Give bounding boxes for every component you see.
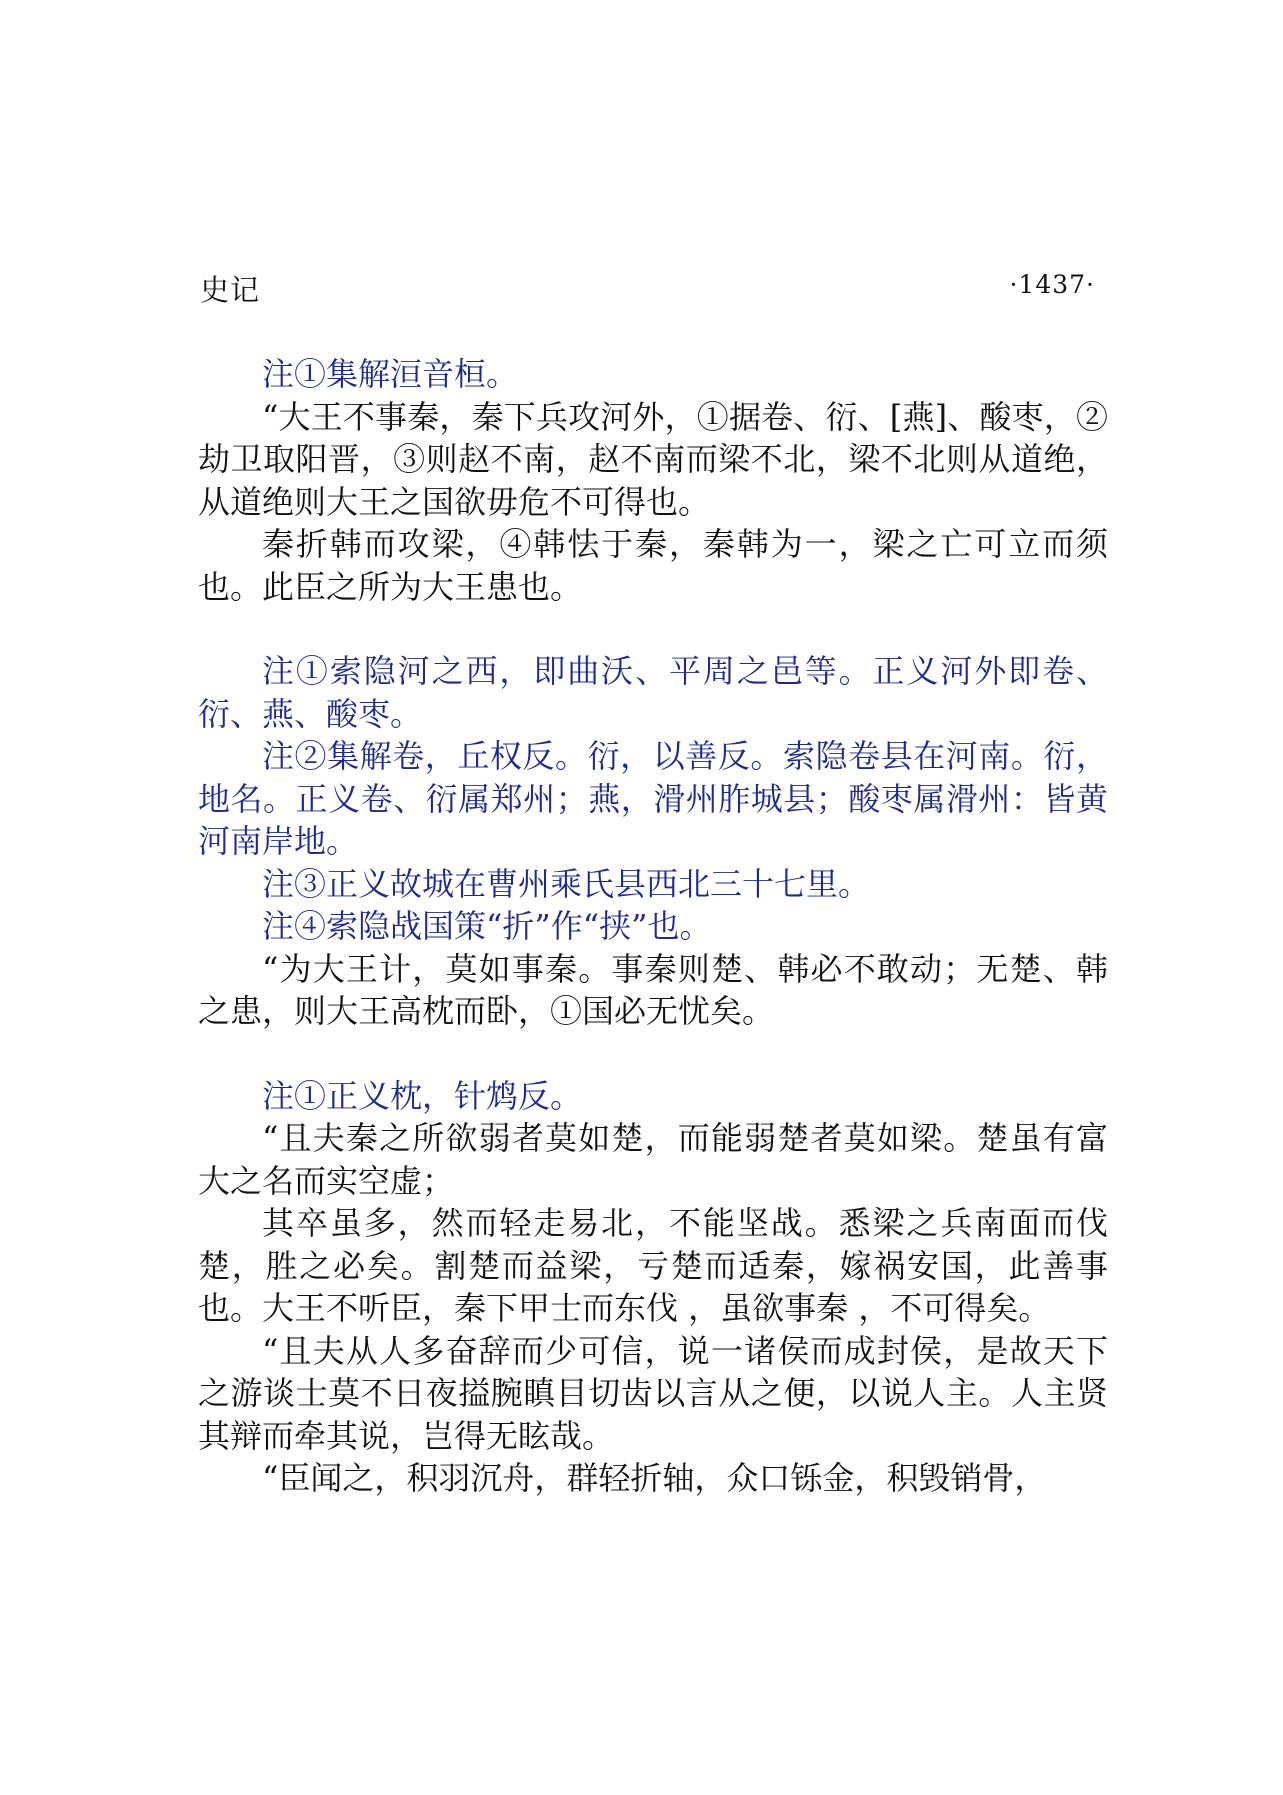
- running-header: [200, 268, 1095, 308]
- annotation-paragraph: 注③正义故城在曹州乘氏县西北三十七里。: [262, 864, 871, 903]
- book-title: 史记: [200, 273, 261, 307]
- body-paragraph: “且夫秦之所欲弱者莫如楚，而能弱楚者莫如梁。楚虽有富大之名而实空虚；: [198, 1119, 1108, 1200]
- body-paragraph: “且夫从人多奋辞而少可信，说一诸侯而成封侯，是故天下之游谈士莫不日夜搤腕瞋目切齿以言从之便，以说人主。人主贤其辩而牵其说，岂得无眩哉。: [198, 1331, 1108, 1455]
- annotation-paragraph: 注①正义枕，针鸩反。: [262, 1076, 583, 1115]
- body-paragraph: “臣闻之，积羽沉舟，群轻折轴，众口铄金，积毁销骨，: [262, 1459, 1047, 1497]
- page-number: ·1437·: [1009, 270, 1095, 299]
- text-body: [198, 353, 1108, 1500]
- annotation-paragraph: 注①集解洹音桓。: [262, 355, 519, 393]
- annotation-paragraph: 注④索隐战国策“折”作“挟”也。: [262, 907, 712, 945]
- body-paragraph: “大王不事秦，秦下兵攻河外，①据卷、衍、[燕]、酸枣，②劫卫取阳晋，③则赵不南，赵不南而梁不北，梁不北则从道绝，从道绝则大王之国欲毋危不可得也。: [198, 397, 1108, 521]
- body-paragraph: 其卒虽多，然而轻走易北，不能坚战。悉梁之兵南面而伐楚，胜之必矣。割楚而益梁，亏楚而适秦，嫁祸安国，此善事也。大王不听臣，秦下甲士而东伐 ，虽欲事秦 ，不可得矣。: [198, 1204, 1108, 1327]
- annotation-paragraph: 注①索隐河之西，即曲沃、平周之邑等。正义河外即卷、衍、燕、酸枣。: [198, 652, 1108, 733]
- body-paragraph: 秦折韩而攻梁，④韩怯于秦，秦韩为一，梁之亡可立而须也。此臣之所为大王患也。: [198, 525, 1108, 606]
- body-paragraph: “为大王计，莫如事秦。事秦则楚、韩必不敢动；无楚、韩之患，则大王高枕而卧，①国必无忧矣。: [198, 949, 1108, 1030]
- annotation-paragraph: 注②集解卷，丘权反。衍，以善反。索隐卷县在河南。衍，地名。正义卷、衍属郑州；燕，滑州胙城县；酸枣属滑州：皆黄河南岸地。: [198, 737, 1108, 860]
